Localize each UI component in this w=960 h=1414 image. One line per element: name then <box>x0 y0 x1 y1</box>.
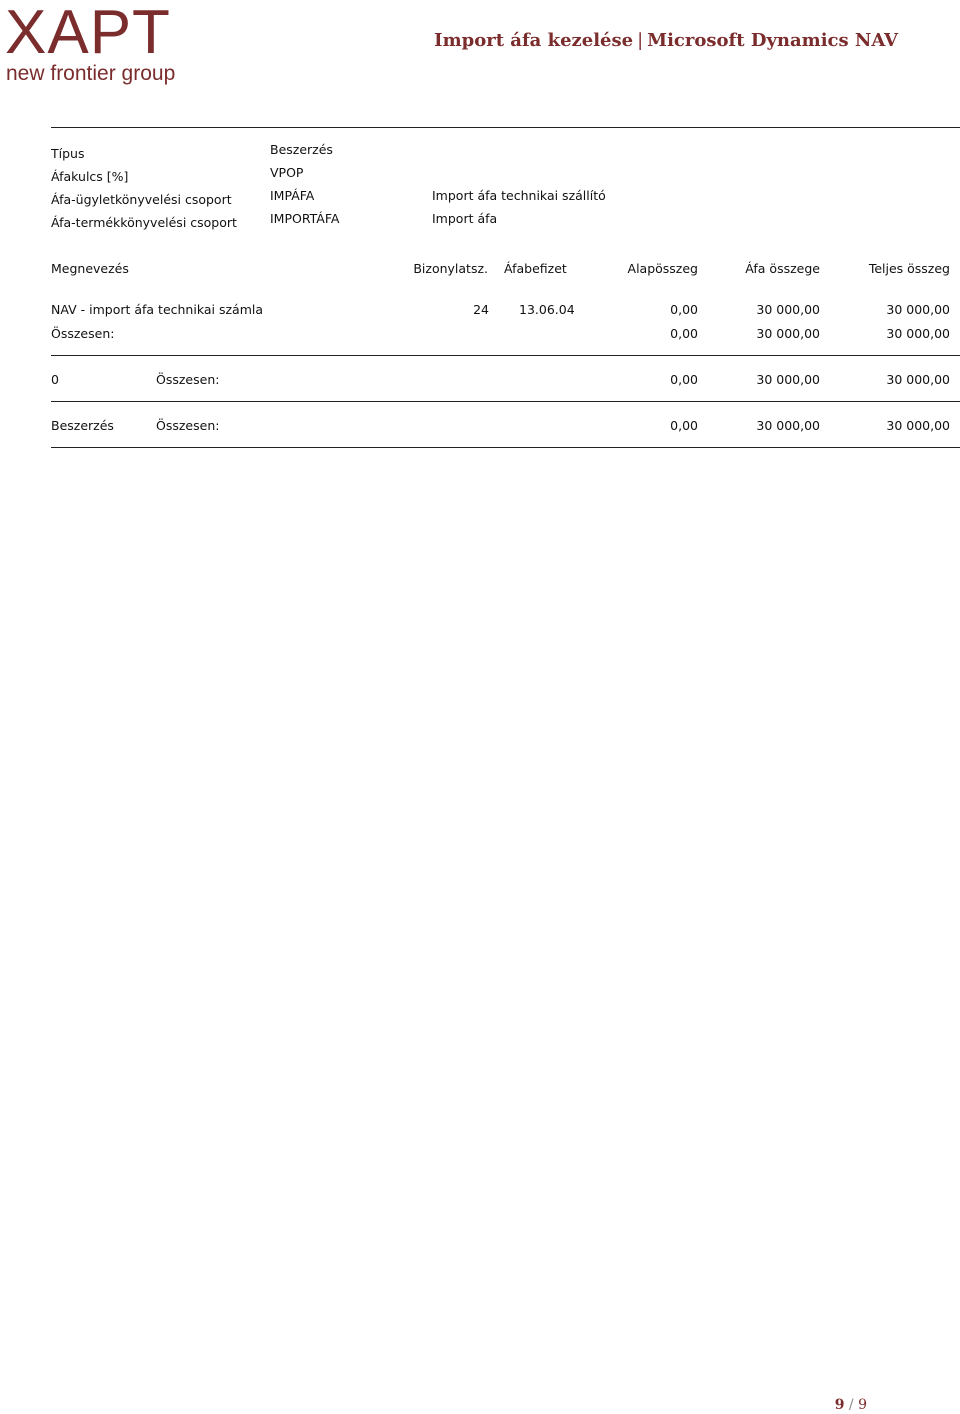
group-total-total: 30 000,00 <box>886 372 950 387</box>
document-title <box>434 30 898 52</box>
page-separator: / <box>848 1397 854 1413</box>
info-label-prod-group: Áfa-termékkönyvelési csoport <box>51 215 237 230</box>
total-pages: 9 <box>858 1397 867 1413</box>
info-label-bus-group: Áfa-ügyletkönyvelési csoport <box>51 192 232 207</box>
info-desc-prod-group: Import áfa <box>432 211 498 226</box>
row-name: NAV - import áfa technikai számla <box>51 302 263 317</box>
group-total-divider <box>51 401 960 402</box>
info-label-rate: Áfakulcs [%] <box>51 169 129 184</box>
row-base: 0,00 <box>670 302 698 317</box>
logo-xapt: XAPT <box>5 0 171 67</box>
info-label-type: Típus <box>51 146 85 161</box>
logo-tagline: new frontier group <box>6 62 176 85</box>
group-total-vat-amount: 30 000,00 <box>756 372 820 387</box>
group-total-base: 0,00 <box>670 372 698 387</box>
subtotal-divider <box>51 355 960 356</box>
subtotal-base: 0,00 <box>670 326 698 341</box>
info-value-bus-group: IMPÁFA <box>270 188 315 203</box>
top-divider <box>51 127 960 128</box>
info-value-rate: VPOP <box>270 165 304 180</box>
info-desc-bus-group: Import áfa technikai szállító <box>432 188 606 203</box>
bottom-divider <box>51 447 960 448</box>
type-total-total: 30 000,00 <box>886 418 950 433</box>
subtotal-label: Összesen: <box>51 326 115 341</box>
col-header-vat-date: Áfabefizet <box>504 261 567 276</box>
row-doc-no: 24 <box>473 302 489 317</box>
col-header-doc-no: Bizonylatsz. <box>413 261 488 276</box>
type-total-code: Beszerzés <box>51 418 114 433</box>
col-header-vat-amount: Áfa összege <box>745 261 820 276</box>
row-vat-date: 13.06.04 <box>519 302 575 317</box>
group-total-label: Összesen: <box>156 372 220 387</box>
current-page: 9 <box>834 1397 845 1413</box>
group-total-code: 0 <box>51 372 59 387</box>
title-right: Microsoft Dynamics NAV <box>647 30 898 51</box>
type-total-base: 0,00 <box>670 418 698 433</box>
info-value-type: Beszerzés <box>270 142 333 157</box>
row-total: 30 000,00 <box>886 302 950 317</box>
info-value-prod-group: IMPORTÁFA <box>270 211 340 226</box>
col-header-total: Teljes összeg <box>868 261 950 276</box>
subtotal-vat-amount: 30 000,00 <box>756 326 820 341</box>
subtotal-total: 30 000,00 <box>886 326 950 341</box>
row-vat-amount: 30 000,00 <box>756 302 820 317</box>
page-number <box>835 1396 867 1414</box>
col-header-base: Alapösszeg <box>627 261 698 276</box>
type-total-label: Összesen: <box>156 418 220 433</box>
col-header-name: Megnevezés <box>51 261 129 276</box>
title-separator: | <box>637 30 644 51</box>
type-total-vat-amount: 30 000,00 <box>756 418 820 433</box>
title-left: Import áfa kezelése <box>434 30 634 51</box>
